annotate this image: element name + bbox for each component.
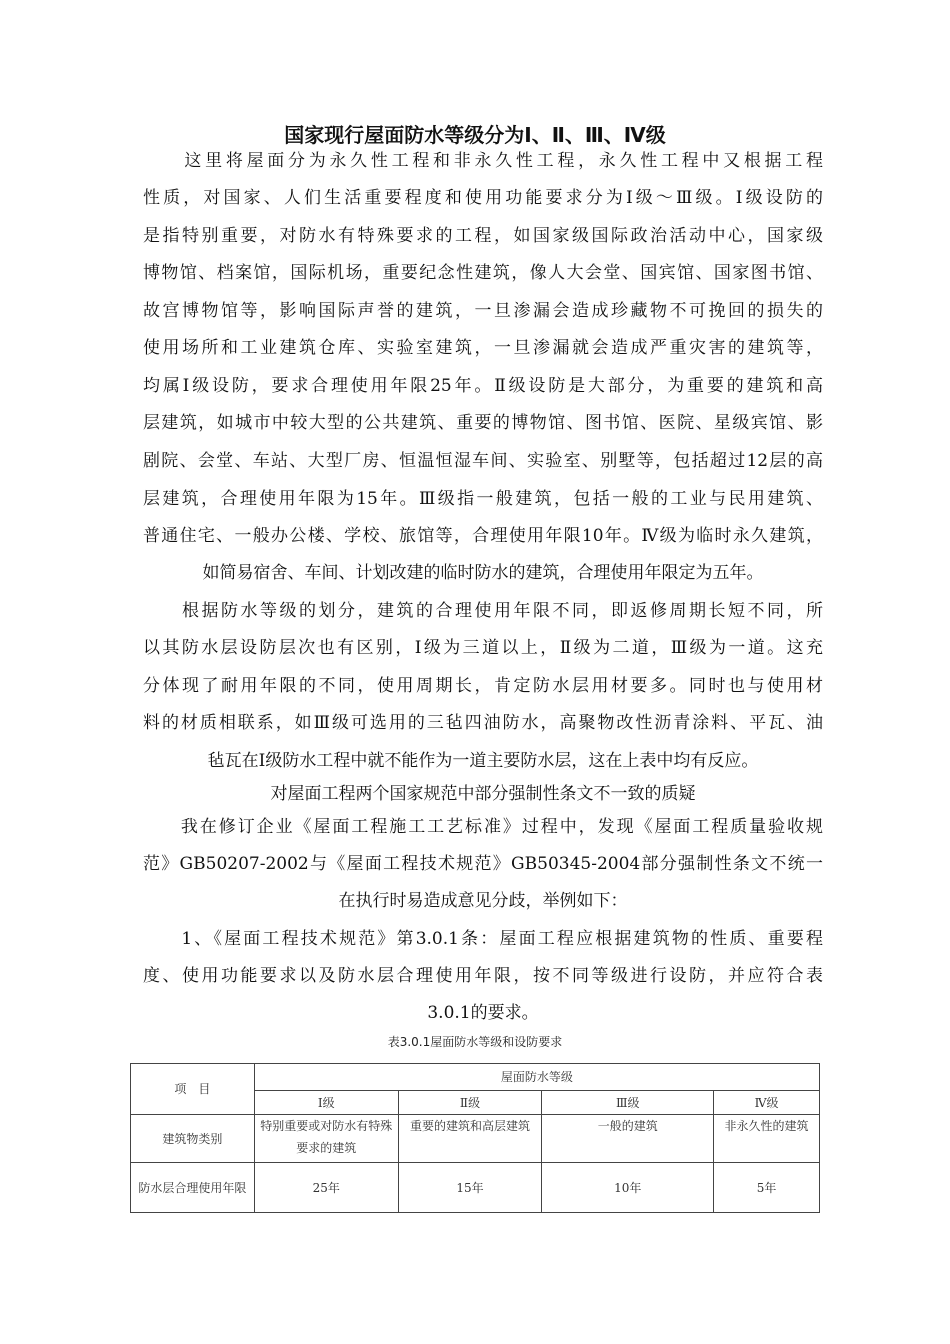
text-line: 范》GB50207-2002与《屋面工程技术规范》GB50345-2004部分强制性条文不统一 xyxy=(143,854,823,874)
text-line: 毡瓦在Ⅰ级防水工程中就不能作为一道主要防水层，这在上表中均有反应。 xyxy=(207,751,759,771)
text-line: 度、使用功能要求以及防水层合理使用年限，按不同等级进行设防，并应符合表 xyxy=(143,966,823,986)
text-line: 我在修订企业《屋面工程施工工艺标准》过程中，发现《屋面工程质量验收规 xyxy=(143,817,823,837)
text-line: 使用场所和工业建筑仓库、实验室建筑，一旦渗漏就会造成严重灾害的建筑等， xyxy=(143,338,823,358)
grade-header: Ⅲ级 xyxy=(542,1091,714,1115)
table-cell: 10年 xyxy=(542,1163,714,1213)
text-line: 3.0.1的要求。 xyxy=(427,1003,539,1023)
text-line: 普通住宅、一般办公楼、学校、旅馆等，合理使用年限10年。Ⅳ级为临时永久建筑， xyxy=(143,526,823,546)
text-line: 分体现了耐用年限的不同，使用周期长，肯定防水层用材要多。同时也与使用材 xyxy=(143,676,823,696)
table-cell: 重要的建筑和高层建筑 xyxy=(398,1115,542,1163)
table-cell: 5年 xyxy=(714,1163,820,1213)
document-title: 国家现行屋面防水等级分为Ⅰ、Ⅱ、Ⅲ、Ⅳ级 xyxy=(284,123,666,147)
grade-header: Ⅱ级 xyxy=(398,1091,542,1115)
item-header: 项 目 xyxy=(131,1064,255,1115)
grade-group-header: 屋面防水等级 xyxy=(254,1064,819,1091)
table-header-row xyxy=(131,1064,820,1091)
section-heading: 对屋面工程两个国家规范中部分强制性条文不一致的质疑 xyxy=(270,784,696,804)
text-line: 以其防水层设防层次也有区别，Ⅰ级为三道以上，Ⅱ级为二道，Ⅲ级为一道。这充 xyxy=(143,638,823,658)
table-row xyxy=(131,1163,820,1213)
text-line: 博物馆、档案馆，国际机场，重要纪念性建筑，像人大会堂、国宾馆、国家图书馆、 xyxy=(143,263,823,283)
grade-header: Ⅳ级 xyxy=(714,1091,820,1115)
row-label: 防水层合理使用年限 xyxy=(131,1163,255,1213)
waterproof-grade-table xyxy=(130,1063,820,1213)
text-line: 如简易宿舍、车间、计划改建的临时防水的建筑，合理使用年限定为五年。 xyxy=(202,563,764,583)
row-label: 建筑物类别 xyxy=(131,1115,255,1163)
table-cell: 特别重要或对防水有特殊要求的建筑 xyxy=(254,1115,398,1163)
text-line: 在执行时易造成意见分歧，举例如下： xyxy=(338,891,628,911)
table-row xyxy=(131,1115,820,1163)
text-line: 均属Ⅰ级设防，要求合理使用年限25年。Ⅱ级设防是大部分，为重要的建筑和高 xyxy=(143,376,823,396)
grade-header: Ⅰ级 xyxy=(254,1091,398,1115)
text-line: 料的材质相联系，如Ⅲ级可选用的三毡四油防水，高聚物改性沥青涂料、平瓦、油 xyxy=(143,713,823,733)
text-line: 根据防水等级的划分，建筑的合理使用年限不同，即返修周期长短不同，所 xyxy=(143,601,823,621)
table-cell: 非永久性的建筑 xyxy=(714,1115,820,1163)
table-cell: 25年 xyxy=(254,1163,398,1213)
text-line: 剧院、会堂、车站、大型厂房、恒温恒湿车间、实验室、别墅等，包括超过12层的高 xyxy=(143,451,823,471)
table-cell: 一般的建筑 xyxy=(542,1115,714,1163)
text-line: 性质，对国家、人们生活重要程度和使用功能要求分为Ⅰ级～Ⅲ级。Ⅰ级设防的 xyxy=(143,188,823,208)
text-line: 层建筑，如城市中较大型的公共建筑、重要的博物馆、图书馆、医院、星级宾馆、影 xyxy=(143,413,823,433)
text-line: 这里将屋面分为永久性工程和非永久性工程，永久性工程中又根据工程 xyxy=(143,151,823,171)
table-cell: 15年 xyxy=(398,1163,542,1213)
text-line: 故宫博物馆等，影响国际声誉的建筑，一旦渗漏会造成珍藏物不可挽回的损失的 xyxy=(143,301,823,321)
text-line: 是指特别重要，对防水有特殊要求的工程，如国家级国际政治活动中心，国家级 xyxy=(143,226,823,246)
text-line: 层建筑，合理使用年限为15年。Ⅲ级指一般建筑，包括一般的工业与民用建筑、 xyxy=(143,489,823,509)
table-caption: 表3.0.1屋面防水等级和设防要求 xyxy=(387,1035,563,1049)
text-line: 1、《屋面工程技术规范》第3.0.1条：屋面工程应根据建筑物的性质、重要程 xyxy=(143,929,823,949)
